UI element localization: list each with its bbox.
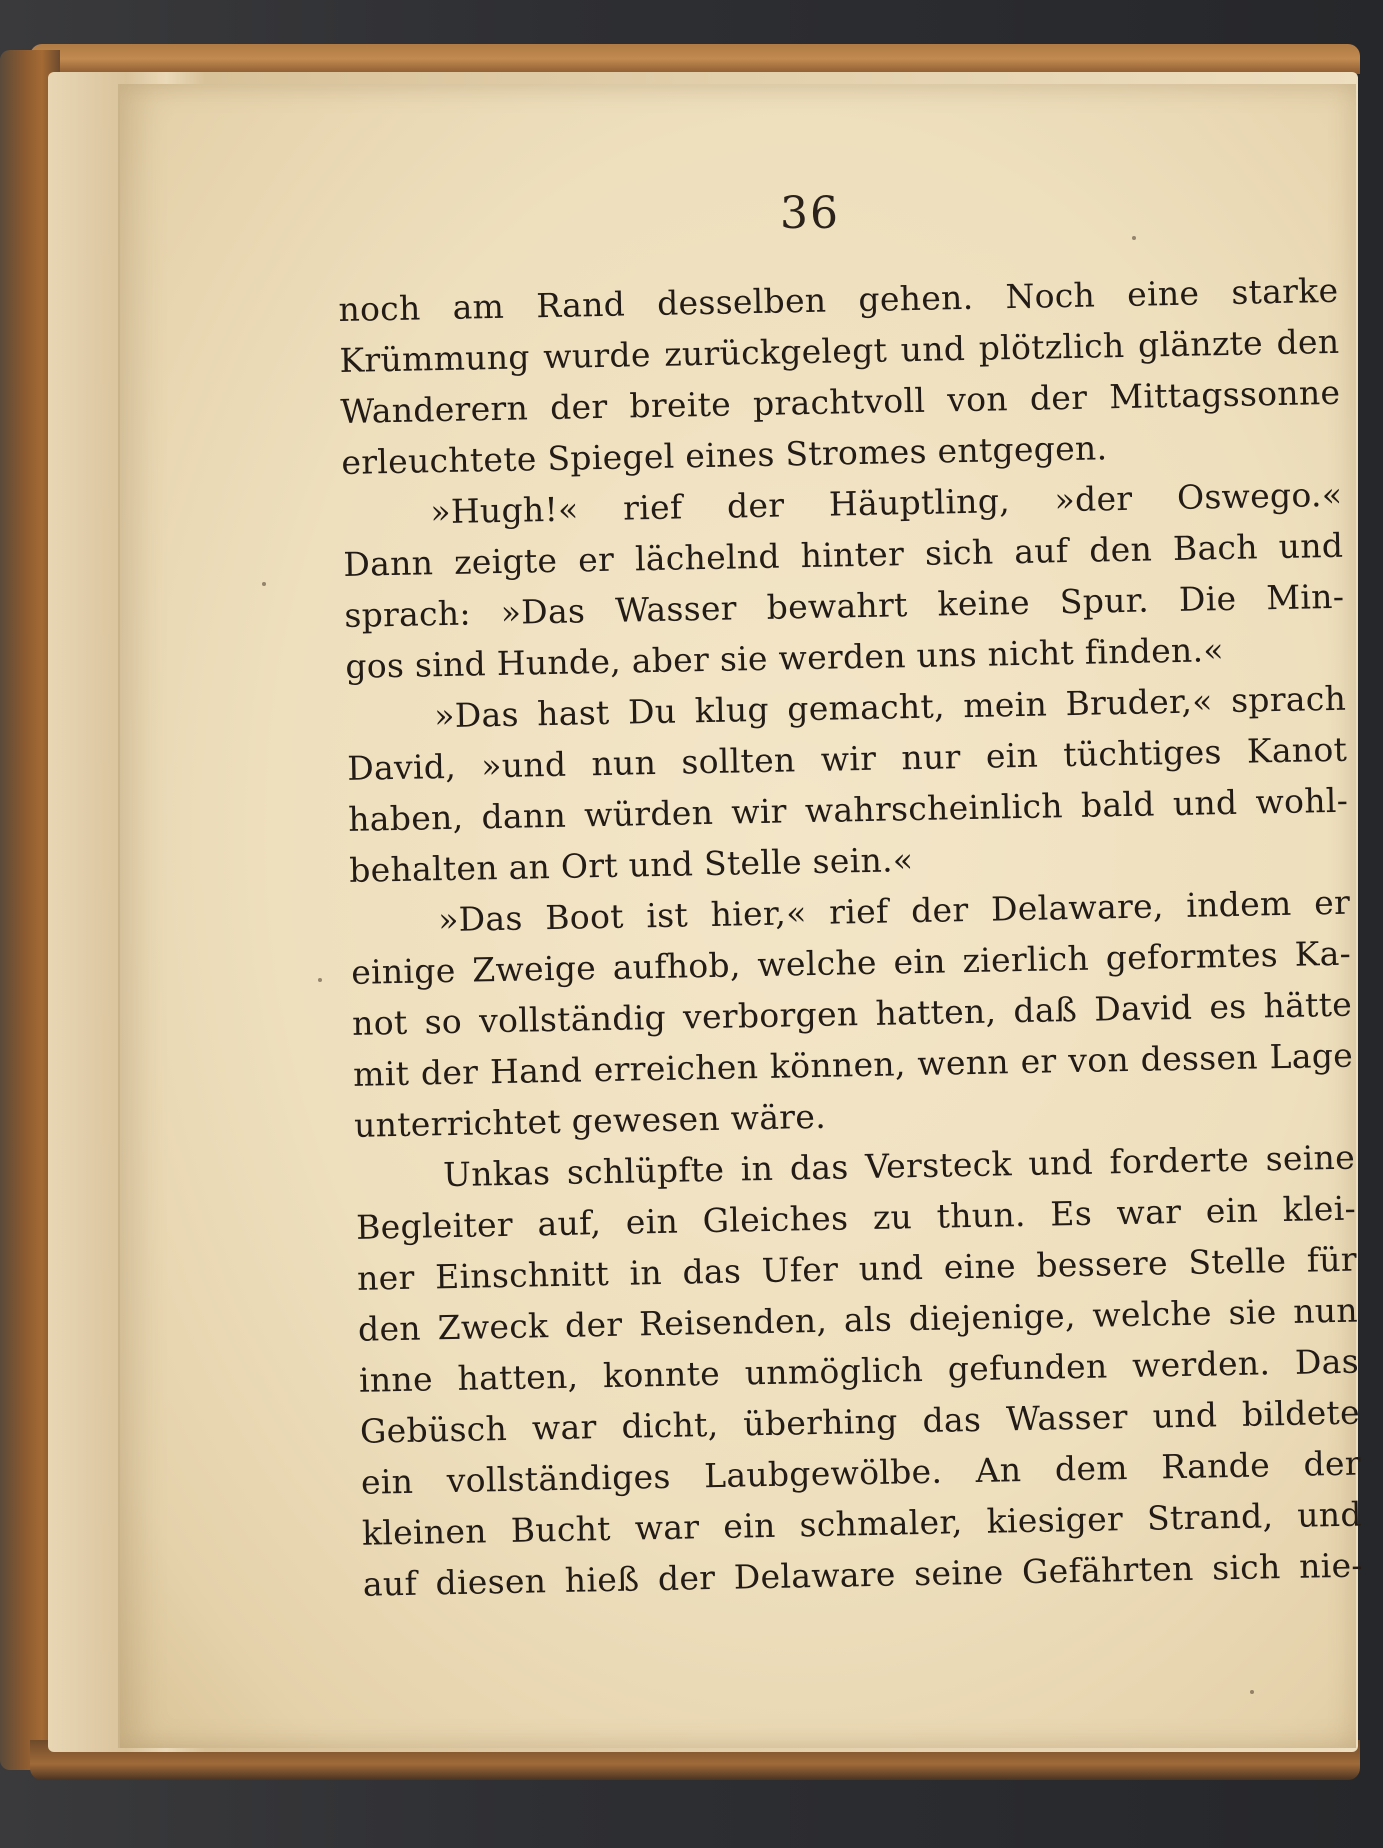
text-line: Krümmung wurde zurückgelegt und plötzlich glänzte den — [339, 321, 1340, 380]
text-line: not so vollständig verborgen hatten, daß David es hätte — [351, 984, 1353, 1043]
text-line: Gebüsch war dicht, überhing das Wasser und bildete — [359, 1392, 1361, 1451]
text-line: auf diesen hieß der Delaware seine Gefährten sich nie- — [362, 1545, 1364, 1604]
text-line: »Hugh!« rief der Häuptling, »der Oswego.« — [430, 474, 1343, 532]
text-line: »Das Boot ist hier,« rief der Delaware, indem er — [437, 882, 1351, 940]
page-body-text — [338, 265, 1363, 1610]
text-line: »Das hast Du klug gemacht, mein Bruder,« sprach — [433, 678, 1347, 736]
text-line: gos sind Hunde, aber sie werden uns nicht finden.« — [344, 630, 1225, 686]
text-line: behalten an Ort und Stelle sein.« — [348, 840, 914, 890]
text-line: Unkas schlüpfte in das Versteck und forderte seine — [442, 1137, 1356, 1195]
paper-speck — [262, 582, 266, 586]
text-line: erleuchtete Spiegel eines Stromes entgegen. — [341, 428, 1108, 482]
text-line: kleinen Bucht war ein schmaler, kiesiger Strand, und — [361, 1494, 1363, 1553]
text-line: noch am Rand desselben gehen. Noch eine starke — [338, 270, 1339, 329]
text-line: Begleiter auf, ein Gleiches zu thun. Es war ein klei- — [355, 1188, 1357, 1247]
page-number: 36 — [780, 188, 840, 239]
text-line: einige Zweige aufhob, welche ein zierlich geformtes Ka- — [350, 933, 1352, 992]
text-line: Dann zeigte er lächelnd hinter sich auf den Bach und — [343, 525, 1344, 584]
text-line: ner Einschnitt in das Ufer und eine bessere Stelle für — [356, 1239, 1358, 1298]
text-line: den Zweck der Reisenden, als diejenige, welche sie nun — [357, 1290, 1359, 1349]
text-line: inne hatten, konnte unmöglich gefunden werden. Das — [358, 1341, 1360, 1400]
text-line: mit der Hand erreichen können, wenn er von dessen Lage — [352, 1035, 1354, 1094]
text-line: unterrichtet gewesen wäre. — [353, 1096, 827, 1145]
paper-speck — [318, 978, 322, 982]
cover-top-edge — [30, 44, 1360, 74]
text-line: sprach: »Das Wasser bewahrt keine Spur. Die Min- — [343, 576, 1345, 635]
text-line: haben, dann würden wir wahrscheinlich bald und wohl- — [347, 780, 1349, 839]
text-line: ein vollständiges Laubgewölbe. An dem Rande der — [360, 1443, 1362, 1502]
paper-speck — [1132, 236, 1136, 240]
paper-speck — [1250, 1690, 1254, 1694]
text-line: Wanderern der breite prachtvoll von der Mittagssonne — [340, 372, 1341, 431]
text-line: David, »und nun sollten wir nur ein tüchtiges Kanot — [346, 729, 1348, 788]
